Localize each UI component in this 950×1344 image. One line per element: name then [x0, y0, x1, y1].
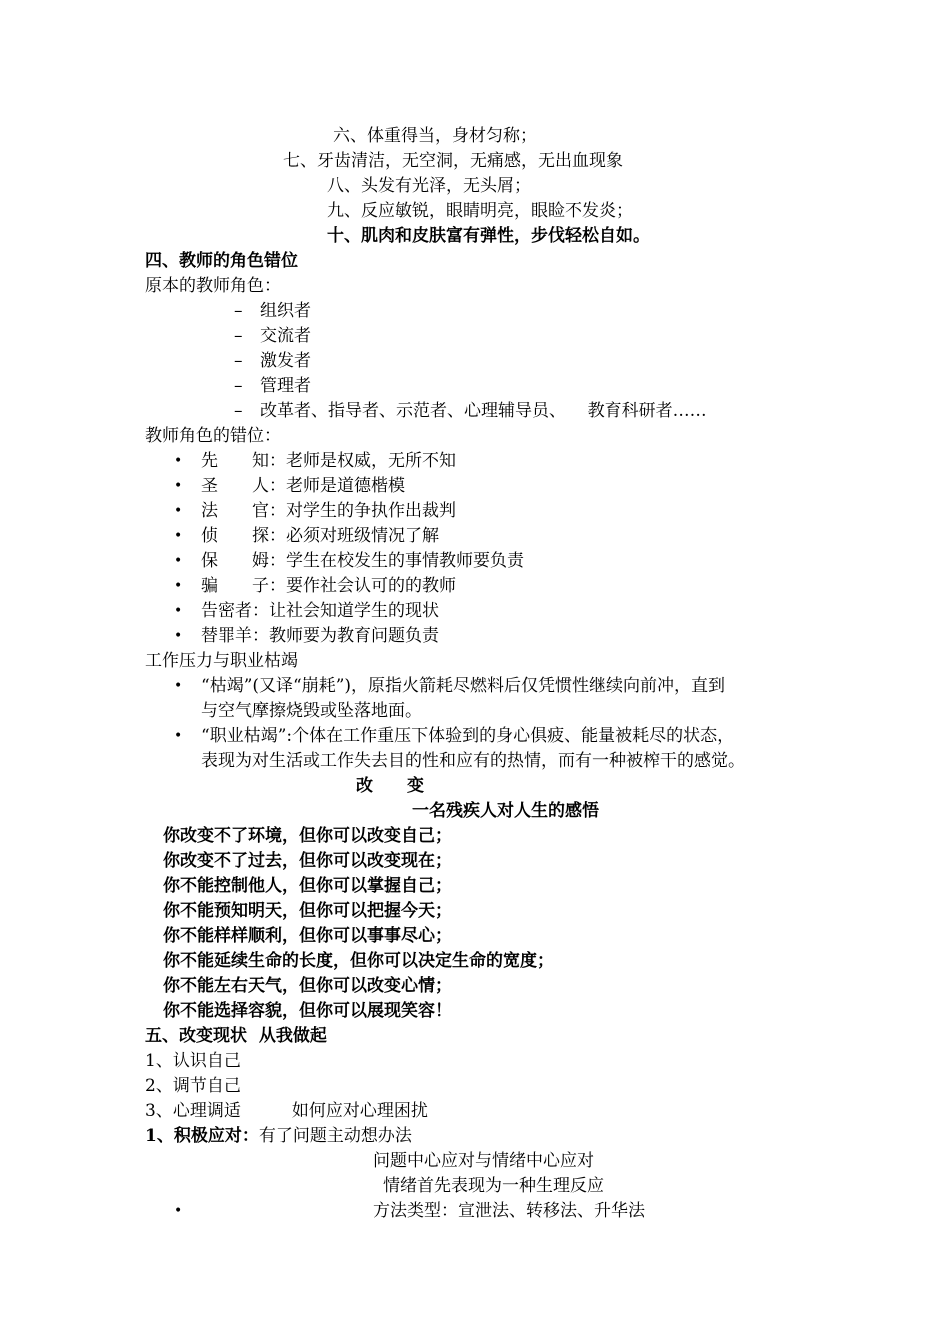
health-item-9: 九、反应敏锐，眼睛明亮，眼睑不发炎； — [327, 201, 633, 221]
bullet-icon: • — [174, 528, 183, 544]
bullet-icon: • — [174, 453, 183, 469]
poem-line: 你不能选择容貌，但你可以展现笑容！ — [163, 1001, 452, 1021]
health-item-6: 六、体重得当，身材匀称； — [333, 126, 537, 146]
burnout-p1-line1: “枯竭”(又译“崩耗”)，原指火箭耗尽燃料后仅凭惯性继续向前冲，直到 — [201, 676, 726, 696]
misplacement-item: 圣 人：老师是道德楷模 — [201, 476, 405, 496]
role-dash: – — [234, 301, 243, 321]
section5-heading: 五、改变现状 从我做起 — [145, 1026, 327, 1046]
original-roles-label: 原本的教师角色： — [145, 276, 281, 296]
bullet-icon: • — [174, 603, 183, 619]
burnout-p2-line1: “职业枯竭”:个体在工作重压下体验到的身心俱疲、能量被耗尽的状态， — [201, 726, 735, 746]
misplacement-item: 骗 子：要作社会认可的的教师 — [201, 576, 456, 596]
health-item-7: 七、牙齿清洁，无空洞，无痛感，无出血现象 — [283, 151, 623, 171]
burnout-p1-line2: 与空气摩擦烧毁或坠落地面。 — [201, 701, 422, 721]
role-item: 管理者 — [260, 376, 311, 396]
section5-item: 3、心理调适 如何应对心理困扰 — [145, 1101, 428, 1121]
methods-line: 方法类型：宣泄法、转移法、升华法 — [373, 1201, 645, 1221]
poem-line: 你不能左右天气，但你可以改变心情； — [163, 976, 452, 996]
section5-item: 1、认识自己 — [145, 1051, 241, 1071]
section5-item: 2、调节自己 — [145, 1076, 241, 1096]
bullet-icon: • — [174, 678, 183, 694]
bullet-icon: • — [174, 1203, 183, 1219]
burnout-p2-line2: 表现为对生活或工作失去目的性和应有的热情，而有一种被榨干的感觉。 — [201, 751, 745, 771]
health-item-10: 十、肌肉和皮肤富有弹性，步伐轻松自如。 — [327, 226, 650, 246]
poem-line: 你不能控制他人，但你可以掌握自己； — [163, 876, 452, 896]
center-line1: 问题中心应对与情绪中心应对 — [373, 1151, 594, 1171]
misplacement-item: 替罪羊：教师要为教育问题负责 — [201, 626, 439, 646]
misplacement-item: 法 官：对学生的争执作出裁判 — [201, 501, 456, 521]
bullet-icon: • — [174, 728, 183, 744]
coping-text: 有了问题主动想办法 — [258, 1126, 412, 1146]
poem-line: 你不能预知明天，但你可以把握今天； — [163, 901, 452, 921]
role-item: 交流者 — [260, 326, 311, 346]
misplacement-item: 告密者：让社会知道学生的现状 — [201, 601, 439, 621]
bullet-icon: • — [174, 578, 183, 594]
section4-heading: 四、教师的角色错位 — [145, 251, 298, 271]
coping-bold-label: 1、积极应对： — [145, 1126, 259, 1146]
role-dash: – — [234, 376, 243, 396]
role-item: 改革者、指导者、示范者、心理辅导员、 教育科研者…… — [260, 401, 707, 421]
role-dash: – — [234, 351, 243, 371]
bullet-icon: • — [174, 628, 183, 644]
bullet-icon: • — [174, 478, 183, 494]
misplacement-item: 保 姆：学生在校发生的事情教师要负责 — [201, 551, 524, 571]
poem-line: 你改变不了环境，但你可以改变自己； — [163, 826, 452, 846]
poem-line: 你不能样样顺利，但你可以事事尽心； — [163, 926, 452, 946]
center-line2: 情绪首先表现为一种生理反应 — [383, 1176, 604, 1196]
health-item-8: 八、头发有光泽，无头屑； — [327, 176, 531, 196]
role-dash: – — [234, 326, 243, 346]
bullet-icon: • — [174, 553, 183, 569]
poem-title: 改 变 — [356, 776, 424, 796]
bullet-icon: • — [174, 503, 183, 519]
misplacement-label: 教师角色的错位： — [145, 426, 281, 446]
burnout-heading: 工作压力与职业枯竭 — [145, 651, 298, 671]
misplacement-item: 侦 探：必须对班级情况了解 — [201, 526, 439, 546]
coping-line — [145, 1124, 412, 1148]
poem-line: 你改变不了过去，但你可以改变现在； — [163, 851, 452, 871]
poem-subtitle: 一名残疾人对人生的感悟 — [412, 801, 599, 821]
role-item: 激发者 — [260, 351, 311, 371]
poem-line: 你不能延续生命的长度，但你可以决定生命的宽度； — [163, 951, 554, 971]
role-dash: – — [234, 401, 243, 421]
misplacement-item: 先 知：老师是权威，无所不知 — [201, 451, 456, 471]
role-item: 组织者 — [260, 301, 311, 321]
